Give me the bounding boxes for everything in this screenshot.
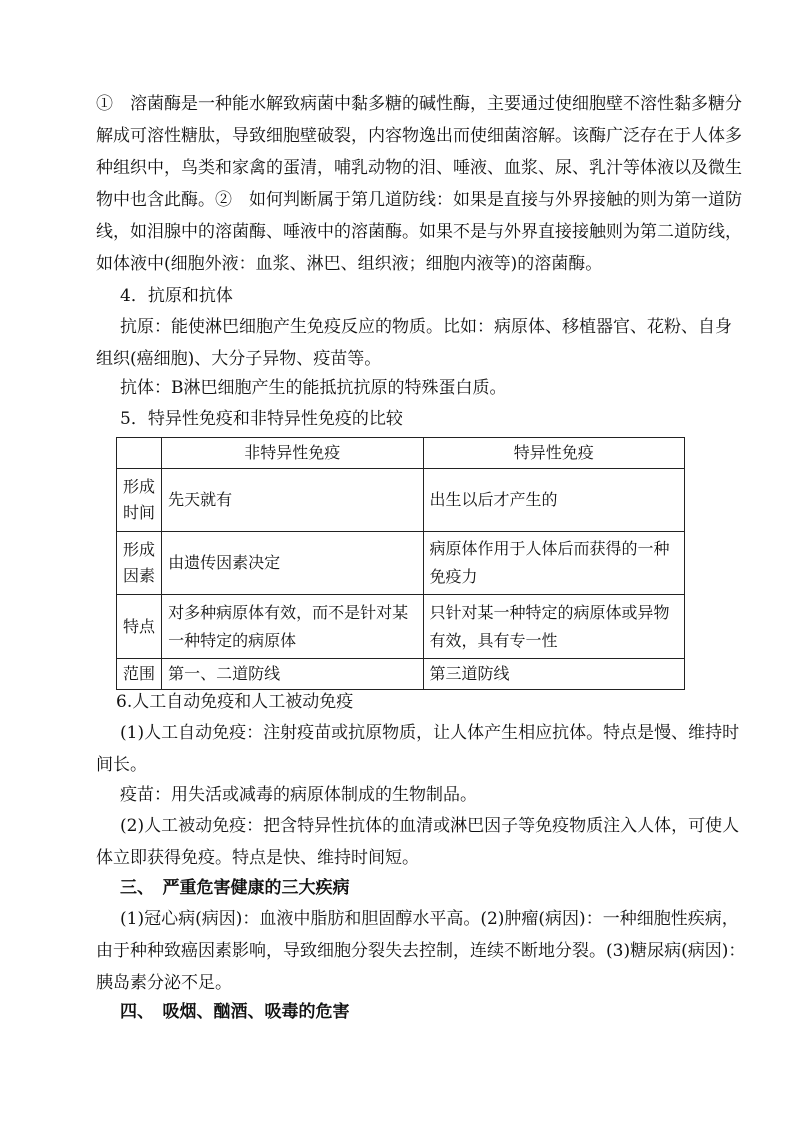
cell-line: 免疫力 [429,567,478,586]
antigen-paragraph [96,311,732,375]
table-row [117,469,685,532]
text-line: (1)冠心病(病因)：血液中脂肪和胆固醇水平高。(2)肿瘤(病因)：一种细胞性疾病， [120,909,739,929]
section-4-title: 4．抗原和抗体 [120,286,233,306]
text-line: 胰岛素分泌不足。 [96,973,232,993]
table-header-row [117,438,685,469]
row-label-line: 时间 [123,503,156,522]
specific-cell [423,469,684,532]
section-6-title: 6.人工自动免疫和人工被动免疫 [116,692,354,712]
nonspecific-cell [162,659,423,690]
row-label-line: 范围 [123,664,156,683]
text-line: (1)人工自动免疫：注射疫苗或抗原物质，让人体产生相应抗体。特点是慢、维持时 [120,723,740,743]
text-line: 抗原：能使淋巴细胞产生免疫反应的物质。比如：病原体、移植器官、花粉、自身 [120,317,732,337]
text-line: 物中也含此酶。② 如何判断属于第几道防线：如果是直接与外界接触的则为第一道防 [96,190,742,210]
antibody-paragraph: 抗体：B淋巴细胞产生的能抵抗抗原的特殊蛋白质。 [120,378,507,398]
cell-line: 由遗传因素决定 [168,553,281,572]
text-line: 组织(癌细胞)、大分子异物、疫苗等。 [96,349,382,369]
row-label [117,595,162,659]
text-line: 种组织中，鸟类和家禽的蛋清，哺乳动物的泪、唾液、血浆、尿、乳汁等体液以及微生 [96,158,742,178]
table-row [117,595,685,659]
cell-line: 先天就有 [168,490,233,509]
cell-line: 只针对某一种特定的病原体或异物 [429,602,670,622]
table-corner-cell [117,438,162,469]
table-row [117,532,685,595]
text-line: 体立即获得免疫。特点是快、维持时间短。 [96,848,419,868]
section-three-title: 三、 严重危害健康的三大疾病 [120,878,350,898]
row-label [117,532,162,595]
cell-line: 病原体作用于人体后而获得的一种 [429,539,670,558]
specific-cell [423,659,684,690]
diseases-paragraph [96,903,746,999]
nonspecific-cell [162,469,423,532]
immunity-comparison-table [116,437,685,690]
nonspecific-cell [162,532,423,595]
text-line: 间长。 [96,755,147,775]
specific-cell [423,595,684,659]
lysozyme-paragraph [96,88,742,280]
active-immunity-paragraph [96,717,740,781]
vaccine-paragraph: 疫苗：用失活或减毒的病原体制成的生物制品。 [120,785,477,805]
cell-line: 对多种病原体有效，而不是针对某 [168,602,409,622]
header-nonspecific: 非特异性免疫 [162,438,423,469]
cell-line: 第一、二道防线 [168,664,281,683]
text-line: 如体液中(细胞外液：血浆、淋巴、组织液；细胞内液等)的溶菌酶。 [96,254,603,274]
text-line: 由于种种致癌因素影响，导致细胞分裂失去控制，连续不断地分裂。(3)糖尿病(病因)： [96,941,746,961]
row-label [117,469,162,532]
cell-line: 一种特定的病原体 [168,630,297,650]
nonspecific-cell [162,595,423,659]
passive-immunity-paragraph [96,810,740,874]
section-5-title: 5．特异性免疫和非特异性免疫的比较 [120,409,403,429]
row-label-line: 形成 [123,540,156,559]
cell-line: 出生以后才产生的 [429,490,558,509]
row-label-line: 形成 [123,477,156,496]
specific-cell [423,532,684,595]
cell-line: 第三道防线 [429,664,510,683]
section-four-title: 四、 吸烟、酗酒、吸毒的危害 [120,1002,350,1022]
text-line: 线，如泪腺中的溶菌酶、唾液中的溶菌酶。如果不是与外界直接接触则为第二道防线， [96,222,742,242]
row-label [117,659,162,690]
cell-line: 有效，具有专一性 [429,630,558,650]
row-label-line: 特点 [123,616,156,636]
header-specific: 特异性免疫 [423,438,684,469]
table-row [117,659,685,690]
row-label-line: 因素 [123,566,156,585]
text-line: 解成可溶性糖肽，导致细胞壁破裂，内容物逸出而使细菌溶解。该酶广泛存在于人体多 [96,126,742,146]
text-line: (2)人工被动免疫：把含特异性抗体的血清或淋巴因子等免疫物质注入人体，可使人 [120,816,740,836]
text-line: ① 溶菌酶是一种能水解致病菌中黏多糖的碱性酶，主要通过使细胞壁不溶性黏多糖分 [96,94,742,114]
